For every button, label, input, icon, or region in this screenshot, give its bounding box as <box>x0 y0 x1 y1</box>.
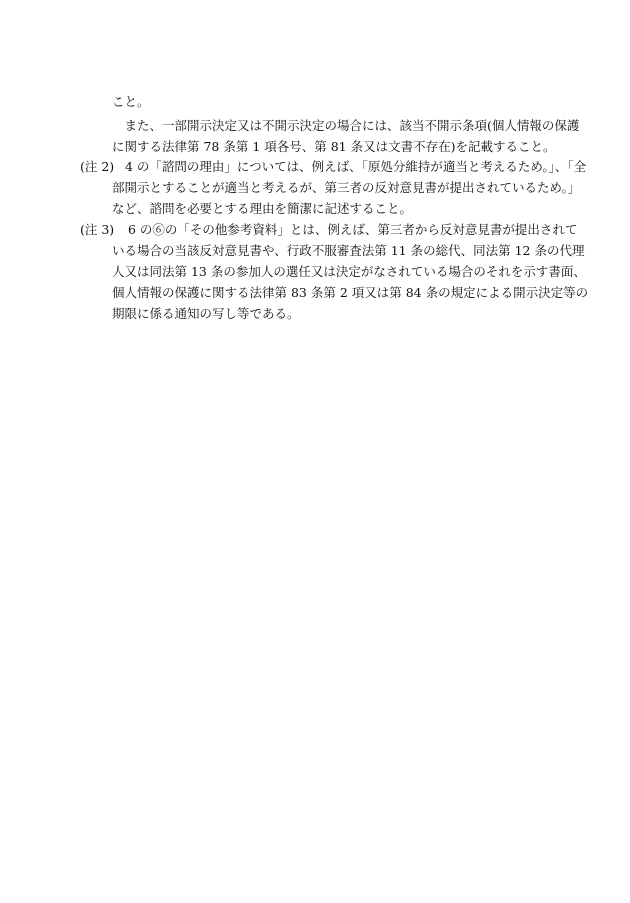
note-label: (注 3) <box>80 222 115 237</box>
note-line: 部開示とすることが適当と考えるが、第三者の反対意見書が提出されているため。」 <box>112 180 581 195</box>
note-line: など、諮問を必要とする理由を簡潔に記述すること。 <box>112 201 413 216</box>
note-line: 4 の「諮問の理由」については、例えば、「原処分維持が適当と考えるため。」、「全 <box>125 159 587 174</box>
note-line: 人又は同法第 13 条の参加人の選任又は決定がなされている場合のそれを示す書面、 <box>112 264 586 279</box>
paragraph-line: に関する法律第 78 条第 1 項各号、第 81 条又は文書不存在)を記載すること。 <box>112 139 556 154</box>
note-line: 期限に係る通知の写し等である。 <box>112 306 300 321</box>
note-line: いる場合の当該反対意見書や、行政不服審査法第 11 条の総代、同法第 12 条の代理 <box>112 243 585 258</box>
note-line: 6 の⑥の「その他参考資料」とは、例えば、第三者から反対意見書が提出されて <box>128 222 578 237</box>
note-line: 個人情報の保護に関する法律第 83 条第 2 項又は第 84 条の規定による開示決定等の <box>112 285 589 300</box>
paragraph-continuation: こと。 <box>112 94 150 109</box>
note-label: (注 2) <box>80 159 115 174</box>
paragraph-line: また、一部開示決定又は不開示決定の場合には、該当不開示条項(個人情報の保護 <box>112 118 580 133</box>
